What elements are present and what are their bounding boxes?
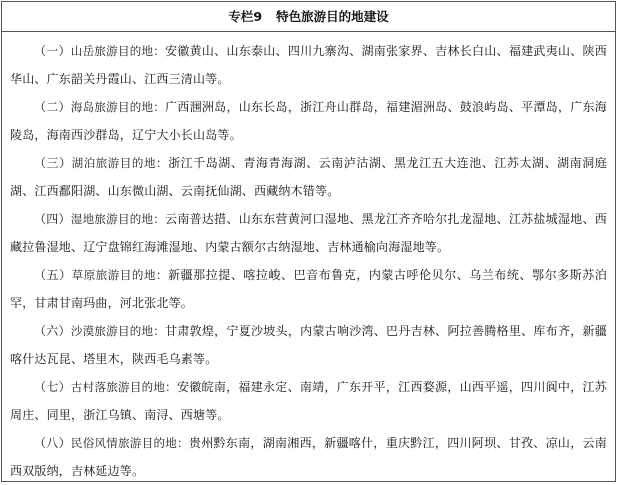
- box-title-text: 特色旅游目的地建设: [276, 9, 389, 24]
- section-category: 海岛旅游目的地：: [70, 100, 166, 114]
- section-content: 广西涠洲岛，山东长岛，浙江舟山群岛，福建湄洲岛、鼓浪屿岛、平潭岛，广东海陵岛，海南西沙群岛，辽宁大小长山岛等。: [10, 100, 607, 142]
- box-title-label: 专栏9: [228, 9, 263, 24]
- section-content: 安徽黄山、山东泰山、四川九寨沟、湖南张家界、吉林长白山、福建武夷山、陕西华山、广东韶关丹霞山、江西三清山等。: [10, 44, 607, 86]
- section-category: 沙漠旅游目的地：: [70, 324, 166, 338]
- feature-box: [1, 1, 616, 482]
- section-number: （二）: [34, 100, 71, 114]
- section-content: 贵州黔东南，湖南湘西，新疆喀什，重庆黔江，四川阿坝、甘孜、凉山，云南西双版纳，吉林延边等。: [10, 436, 607, 478]
- section-number: （四）: [34, 212, 71, 226]
- section-mountain: [10, 37, 607, 93]
- section-number: （八）: [34, 436, 71, 450]
- section-grassland: [10, 261, 607, 317]
- section-lake: [10, 149, 607, 205]
- section-number: （五）: [34, 268, 72, 282]
- section-content: 甘肃敦煌，宁夏沙坡头，内蒙古响沙湾、巴丹吉林、阿拉善腾格里、库布齐，新疆喀什达瓦昆、塔里木，陕西毛乌素等。: [10, 324, 607, 366]
- section-content: 新疆那拉提、喀拉峻、巴音布鲁克，内蒙古呼伦贝尔、乌兰布统、鄂尔多斯苏泊罕，甘肃甘南玛曲，河北张北等。: [10, 268, 607, 310]
- section-number: （一）: [34, 44, 71, 58]
- section-number: （六）: [34, 324, 71, 338]
- section-content: 安徽皖南，福建永定、南靖，广东开平，江西婺源，山西平遥，四川阆中，江苏周庄、同里，浙江乌镇、南浔、西塘等。: [10, 380, 607, 422]
- section-number: （七）: [34, 380, 71, 394]
- section-category: 湿地旅游目的地：: [70, 212, 166, 226]
- section-category: 湖泊旅游目的地：: [71, 156, 169, 170]
- section-ancient-village: [10, 373, 607, 429]
- section-island: [10, 93, 607, 149]
- box-title: [2, 2, 615, 32]
- section-category: 民俗风情旅游目的地：: [70, 436, 189, 450]
- section-content: 浙江千岛湖、青海青海湖、云南泸沽湖、黑龙江五大连池、江苏太湖、湖南洞庭湖、江西鄱阳湖、山东微山湖、云南抚仙湖、西藏纳木错等。: [10, 156, 607, 198]
- section-desert: [10, 317, 607, 373]
- section-wetland: [10, 205, 607, 261]
- box-body: [2, 32, 615, 485]
- section-folk-custom: [10, 429, 607, 485]
- section-category: 山岳旅游目的地：: [70, 44, 166, 58]
- section-category: 古村落旅游目的地：: [70, 380, 177, 394]
- section-category: 草原旅游目的地：: [71, 268, 169, 282]
- section-content: 云南普达措、山东东营黄河口湿地、黑龙江齐齐哈尔扎龙湿地、江苏盐城湿地、西藏拉鲁湿地、辽宁盘锦红海滩湿地、内蒙古额尔古纳湿地、吉林通榆向海湿地等。: [10, 212, 607, 254]
- section-number: （三）: [34, 156, 72, 170]
